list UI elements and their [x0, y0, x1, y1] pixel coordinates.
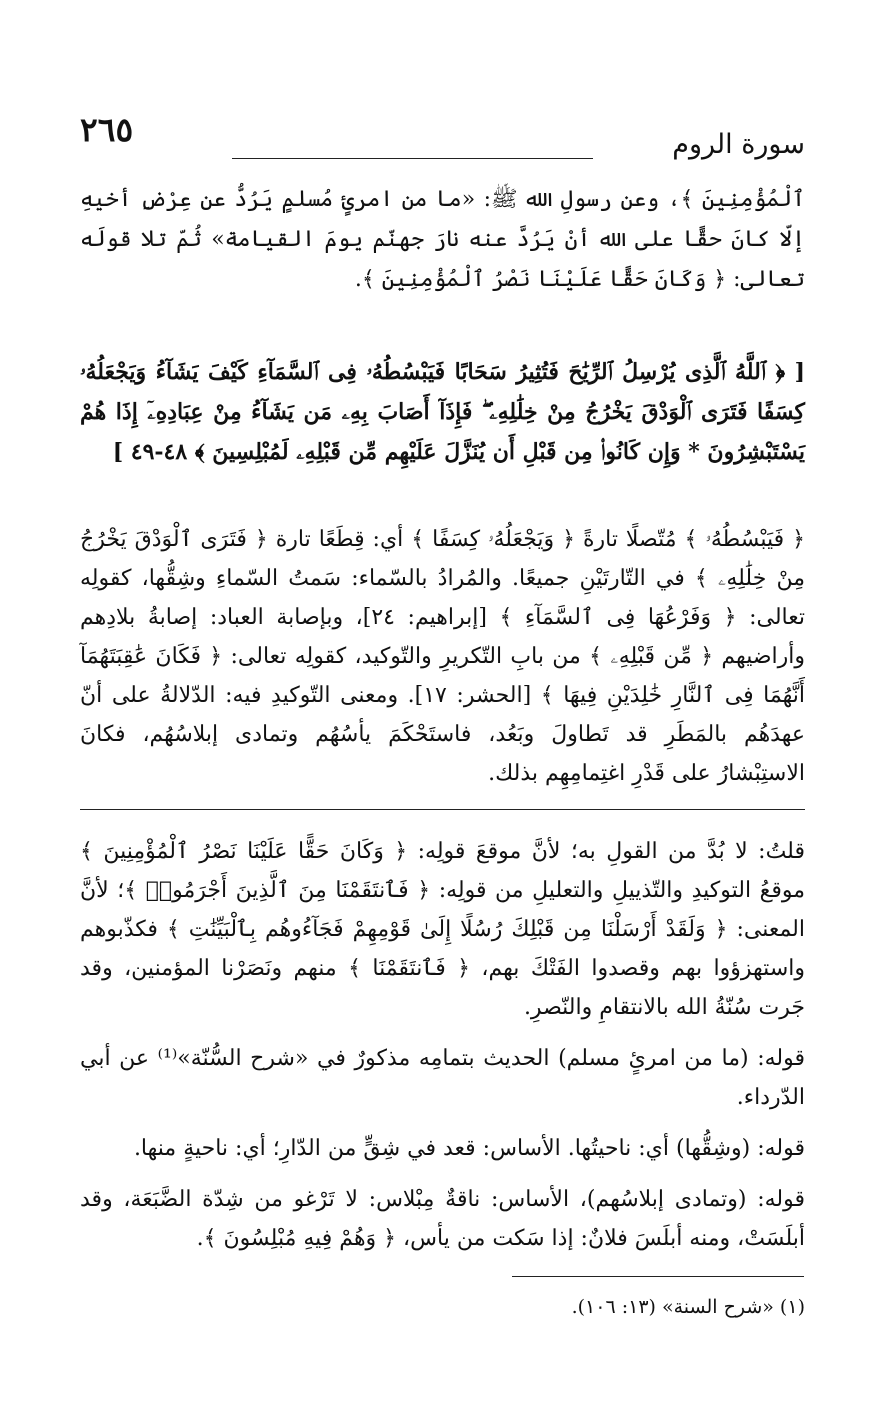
header-rule — [232, 158, 593, 159]
footnote-rule — [512, 1276, 804, 1277]
note-paragraph: قلتُ: لا بُدَّ من القولِ به؛ لأنَّ موقعَ قولِه: ﴿ وَكَانَ حَقًّا عَلَيْنَا نَصْرُ ٱلْمُؤْمِنِينَ ﴾ موقعُ التوكيدِ والتّذييلِ والتعليلِ من قولِه: ﴿ فَٱنتَقَمْنَا مِنَ ٱلَّذِينَ أَجْرَمُوا۟ ﴾؛ لأنَّ المعنى: ﴿ وَلَقَدْ أَرْسَلْنَا مِن قَبْلِكَ رُسُلًا إِلَىٰ قَوْمِهِمْ فَجَآءُوهُم بِٱلْبَيِّنَٰتِ ﴾ فكذّبوهم واستهزؤوا بهم وقصدوا الفَتْكَ بهم، ﴿ فَٱنتَقَمْنَا ﴾ منهم ونَصَرْنا المؤمنين، وقد جَرت سُنّةُ الله بالانتقامِ والنّصرِ. — [80, 839, 805, 1020]
intro-text: ٱلْمُؤْمِنِينَ ﴾، وعن رسولِ الله ﷺ: «ما من امرئٍ مُسلمٍ يَرُدُّ عن عِرْضِ أخيهِ إلّا كانَ حقًّا على الله أنْ يَرُدَّ عنه نارَ جهنّم يومَ القيامة» ثُمّ تلا قولَه تعالى: ﴿ وَكَانَ حَقًّا عَلَيْنَا نَصْرُ ٱلْمُؤْمِنِينَ ﴾. — [80, 187, 806, 292]
note-paragraph: قوله: (ما من امرئٍ مسلم) الحديث بتمامِه مذكورٌ في «شرح السُّنّة»⁽¹⁾ عن أبي الدّرداء. — [80, 1046, 805, 1110]
quran-verse-text: [ ﴿ ٱللَّهُ ٱلَّذِى يُرْسِلُ ٱلرِّيَٰحَ فَتُثِيرُ سَحَابًا فَيَبْسُطُهُۥ فِى ٱلسَّمَآءِ كَيْفَ يَشَآءُ وَيَجْعَلُهُۥ كِسَفًا فَتَرَى ٱلْوَدْقَ يَخْرُجُ مِنْ خِلَٰلِهِۦ ۖ فَإِذَآ أَصَابَ بِهِۦ مَن يَشَآءُ مِنْ عِبَادِهِۦٓ إِذَا هُمْ يَسْتَبْشِرُونَ * وَإِن كَانُوا۟ مِن قَبْلِ أَن يُنَزَّلَ عَلَيْهِم مِّن قَبْلِهِۦ لَمُبْلِسِينَ ﴾ ٤٨-٤٩ ] — [80, 359, 805, 465]
commentary-notes — [80, 832, 805, 1270]
note-paragraph: قوله: (وتمادى إبلاسُهم)، الأساس: ناقةٌ مِبْلاس: لا تَرْغو من شِدّة الضَّبَعَة، وقد أبلَسَتْ، ومنه أبلَسَ فلانٌ: إذا سَكت من يأس، ﴿ وَهُمْ فِيهِ مُبْلِسُونَ ﴾. — [80, 1187, 805, 1251]
note-paragraph: قوله: (وشِقُّها) أي: ناحيتُها. الأساس: قعد في شِقٍّ من الدّارِ؛ أي: ناحيةٍ منها. — [133, 1136, 805, 1161]
verse-block — [80, 352, 805, 472]
tafsir-paragraph — [80, 520, 805, 793]
footnote: (١) «شرح السنة» (١٣: ١٠٦). — [571, 1296, 805, 1318]
tafsir-text: ﴿ فَيَبْسُطُهُۥ ﴾ مُتّصلًا تارةً ﴿ وَيَجْعَلُهُۥ كِسَفًا ﴾ أي: قِطَعًا تارة ﴿ فَتَرَى ٱلْوَدْقَ يَخْرُجُ مِنْ خِلَٰلِهِۦ ﴾ في التّارتَيْنِ جميعًا. والمُرادُ بالسّماء: سَمتُ السّماءِ وشِقُّها، كقولِه تعالى: ﴿ وَفَرْعُهَا فِى ٱلسَّمَآءِ ﴾ [إبراهيم: ٢٤]، وبإصابة العباد: إصابةُ بلادِهم وأراضيهم ﴿ مِّن قَبْلِهِۦ ﴾ من بابِ التّكريرِ والتّوكيد، كقولِه تعالى: ﴿ فَكَانَ عَٰقِبَتَهُمَآ أَنَّهُمَا فِى ٱلنَّارِ خَٰلِدَيْنِ فِيهَا ﴾ [الحشر: ١٧]. ومعنى التّوكيدِ فيه: الدّلالةُ على أنّ عهدَهُم بالمَطَرِ قد تَطاولَ وبَعُد، فاستَحْكَمَ يأسُهُم وتمادى إبلاسُهُم، فكانَ الاستِبْشارُ على قَدْرِ اغتِمامِهِم بذلك. — [80, 527, 805, 786]
intro-paragraph — [80, 180, 805, 300]
page-header — [80, 112, 805, 162]
commentary-divider — [80, 809, 805, 810]
surah-title: سورة الروم — [672, 129, 805, 160]
page-number: ٢٦٥ — [80, 110, 134, 149]
